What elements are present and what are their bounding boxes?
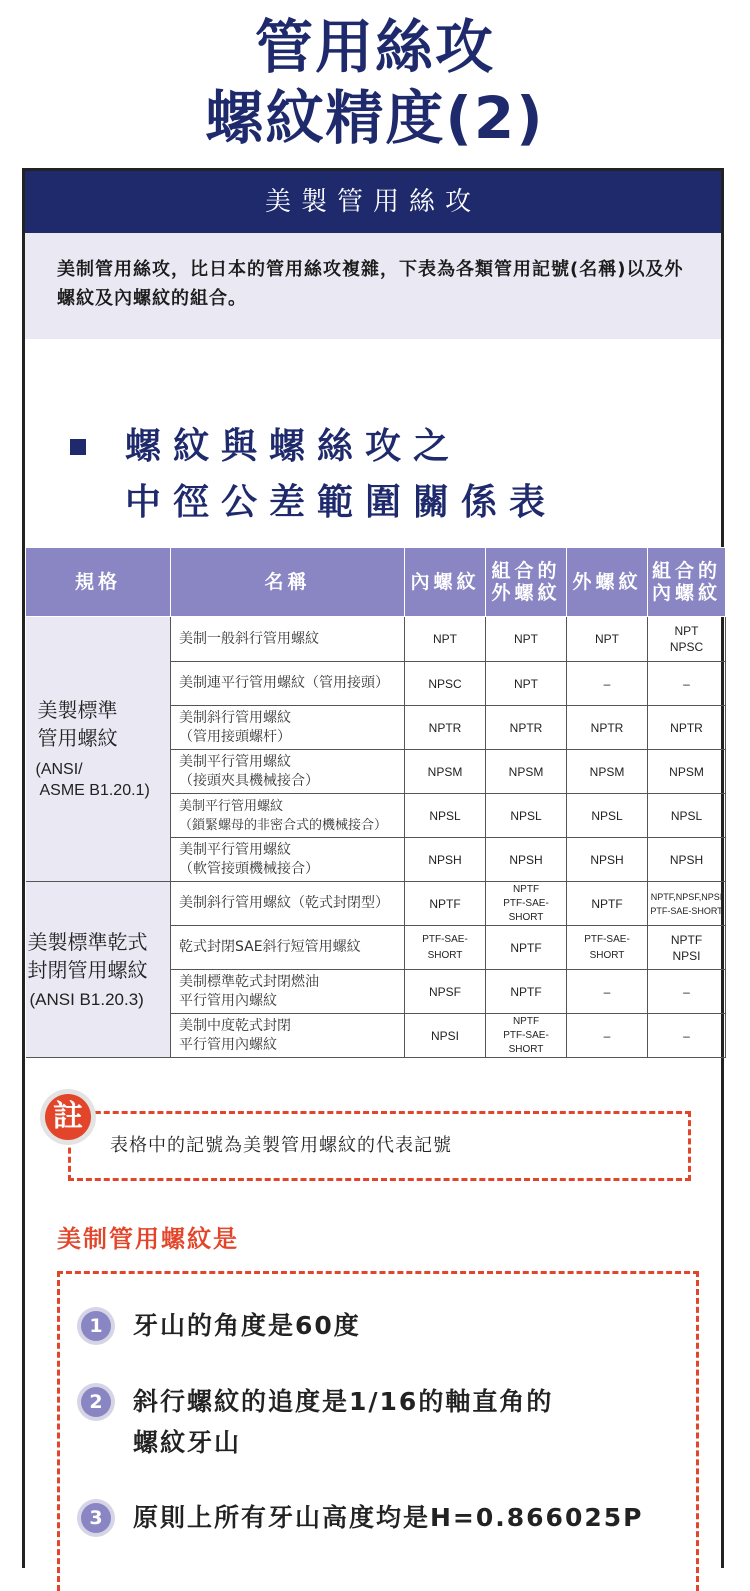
name-line1: 美制平行管用螺紋 [179,798,284,814]
cell-external: NPTR [567,706,648,750]
cell-external: NPSM [567,750,648,794]
cell-combo-external: NPT [486,662,567,706]
spec-cell-group1 [26,617,171,882]
spec-g1-line1: 美製標準 [37,700,118,722]
cell-line: PTF-SAE-SHORT [503,897,549,923]
name-line1: 美制平行管用螺紋 [179,841,291,858]
spec-g1-line2: 管用螺紋 [37,728,118,750]
cell-combo-external: NPTF [486,970,567,1014]
cell-internal: NPTR [405,706,486,750]
number-badge-1 [77,1307,115,1345]
cell-external: – [567,1014,648,1058]
header-combo-internal-l1: 組合的 [651,560,721,582]
feature-line1: 原則上所有牙山高度均是H=0.866025P [133,1503,644,1532]
section-banner: 美製管用絲攻 [25,171,721,233]
page-title-line1: 管用絲攻 [254,13,495,81]
feature-line1: 斜行螺紋的追度是1/16的軸直角的 [133,1387,554,1416]
name-cell [171,750,405,794]
header-internal: 內螺紋 [405,548,486,617]
cell-combo-external: NPSL [486,794,567,838]
spec-g2-line3: (ANSI B1.20.3) [29,990,144,1009]
cell-combo-internal: NPSH [648,838,726,882]
cell-line: PTF-SAE-SHORT [650,905,723,916]
cell-combo-internal: – [648,1014,726,1058]
cell-combo-external: NPTR [486,706,567,750]
feature-item-2 [133,1381,553,1463]
cell-line: NPTF [512,1015,540,1027]
cell-combo-external: NPTF [486,926,567,970]
cell-external: NPSL [567,794,648,838]
cell-combo-internal [648,617,726,662]
name-line2: 平行管用內螺紋 [179,1036,277,1053]
cell-line: PTF-SAE-SHORT [503,1029,549,1055]
cell-combo-internal: – [648,970,726,1014]
name-line1: 美制標準乾式封閉燃油 [179,973,319,990]
cell-line: NPT [674,624,699,638]
table-row [26,882,726,926]
name-line1: 美制中度乾式封閉 [179,1017,291,1034]
number-badge-2 [77,1383,115,1421]
cell-line: NPTF,NPSF,NPSI [650,891,723,902]
name-cell: 乾式封閉SAE斜行短管用螺紋 [171,926,405,970]
name-line2: （軟管接頭機械接合） [179,860,319,877]
cell-internal: NPSI [405,1014,486,1058]
feature-line1: 牙山的角度是60度 [133,1311,361,1340]
cell-external: NPTF [567,882,648,926]
header-combo-external [486,548,567,617]
name-cell [171,970,405,1014]
cell-combo-internal [648,926,726,970]
number-badge-label: 3 [81,1503,111,1533]
name-cell [171,794,405,838]
cell-combo-internal: NPSL [648,794,726,838]
note-icon [40,1089,96,1145]
cell-internal: NPSL [405,794,486,838]
cell-combo-external [486,882,567,926]
header-spec: 規格 [26,548,171,617]
name-cell: 美制連平行管用螺紋（管用接頭） [171,662,405,706]
name-cell [171,706,405,750]
cell-combo-external: NPSM [486,750,567,794]
number-badge-label: 2 [81,1387,111,1417]
note-text: 表格中的記號為美製管用螺紋的代表記號 [110,1135,452,1156]
name-cell: 美制一般斜行管用螺紋 [171,617,405,662]
cell-combo-internal: – [648,662,726,706]
header-combo-internal-l2: 內螺紋 [651,582,721,604]
cell-external: – [567,970,648,1014]
spec-cell-group2 [26,882,171,1058]
section-title-line1: 螺紋與螺絲攻之 [125,426,462,467]
name-cell [171,838,405,882]
cell-line: NPSC [669,640,704,654]
spec-g1-line4: ASME B1.20.1) [39,782,150,799]
section-title [125,419,557,531]
cell-internal: NPSF [405,970,486,1014]
table-row [26,617,726,662]
cell-combo-external [486,1014,567,1058]
cell-external: – [567,662,648,706]
intro-text: 美制管用絲攻，比日本的管用絲攻複雜，下表為各類管用記號(名稱)以及外螺紋及內螺紋的組合。 [57,259,684,309]
square-bullet-icon [70,439,86,455]
page-title-line2: 螺紋精度(2) [205,84,545,152]
name-line1: 美制斜行管用螺紋 [179,709,291,726]
name-line1: 美制平行管用螺紋 [179,753,291,770]
header-external: 外螺紋 [567,548,648,617]
cell-internal: NPT [405,617,486,662]
header-combo-external-l2: 外螺紋 [491,582,561,604]
cell-combo-internal: NPSM [648,750,726,794]
header-name: 名稱 [171,548,405,617]
cell-external: PTF-SAE-SHORT [567,926,648,970]
name-cell: 美制斜行管用螺紋（乾式封閉型） [171,882,405,926]
feature-item-3 [133,1497,643,1538]
cell-combo-internal: NPTR [648,706,726,750]
table-header-row [26,548,726,617]
cell-external: NPT [567,617,648,662]
cell-internal: NPTF [405,882,486,926]
cell-internal: NPSM [405,750,486,794]
cell-line: NPTF [670,932,703,947]
number-badge-label: 1 [81,1311,111,1341]
name-line2: （鎖緊螺母的非密合式的機械接合） [179,817,388,833]
cell-line: NPTF [512,883,540,895]
content-frame [22,168,724,1568]
thread-tolerance-table [25,547,726,1058]
name-line2: （管用接頭螺杆） [179,728,291,745]
name-cell [171,1014,405,1058]
cell-combo-internal [648,882,726,926]
feature-line2: 螺紋牙山 [133,1428,242,1457]
number-badge-3 [77,1499,115,1537]
cell-external: NPSH [567,838,648,882]
note-icon-glyph: 註 [45,1094,91,1140]
name-line2: （接頭夾具機械接合） [179,772,319,789]
spec-g2-line1: 美製標準乾式 [27,932,148,954]
header-combo-external-l1: 組合的 [491,560,561,582]
name-line2: 平行管用內螺紋 [179,992,277,1009]
spec-g2-line2: 封閉管用螺紋 [27,960,148,982]
spec-g1-line3: (ANSI/ [35,761,83,778]
header-combo-internal [648,548,726,617]
cell-internal: NPSC [405,662,486,706]
cell-combo-external: NPSH [486,838,567,882]
cell-combo-external: NPT [486,617,567,662]
cell-line: NPSI [672,948,701,963]
cell-internal: PTF-SAE-SHORT [405,926,486,970]
intro-panel [25,233,721,339]
subheading: 美制管用螺紋是 [57,1225,239,1253]
cell-internal: NPSH [405,838,486,882]
section-title-line2: 中徑公差範圍關係表 [125,482,558,523]
feature-item-1 [133,1305,361,1346]
